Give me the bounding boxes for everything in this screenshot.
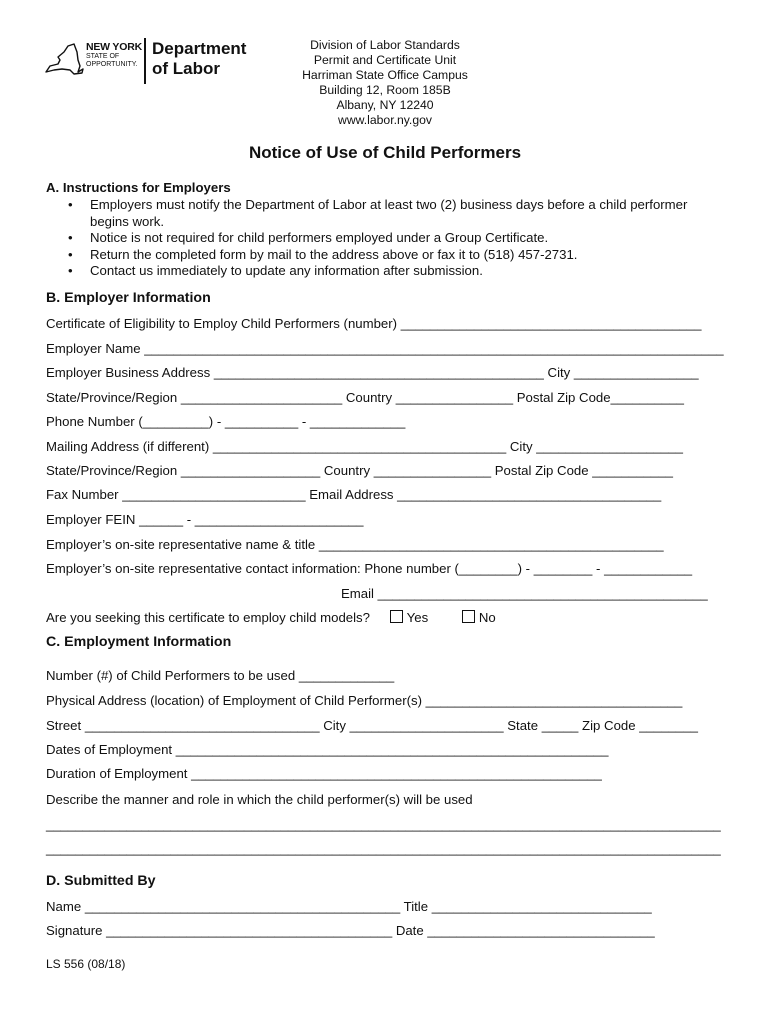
instruction-item: • Return the completed form by mail to the address above or fax it to (518) 457-2731.	[68, 247, 728, 264]
physical-address-field[interactable]: Physical Address (location) of Employment of Child Performer(s) ___________________________________	[46, 693, 683, 708]
mailing-region-field[interactable]: State/Province/Region ___________________ Country ________________ Postal Zip Code ___________	[46, 463, 673, 478]
no-label: No	[478, 610, 496, 625]
instructions-list	[68, 197, 728, 280]
signature-date-field[interactable]: Signature _______________________________________ Date _______________________________	[46, 923, 655, 938]
duration-of-employment-field[interactable]: Duration of Employment ________________________________________________________	[46, 766, 602, 781]
address-line: Permit and Certificate Unit	[313, 53, 457, 67]
representative-phone-field[interactable]: Employer’s on-site representative contact information: Phone number (________) - ________ - ____________	[46, 561, 693, 576]
address-line: Division of Labor Standards	[310, 38, 460, 52]
number-of-performers-field[interactable]: Number (#) of Child Performers to be used _____________	[46, 668, 395, 683]
representative-email-field[interactable]: Email _____________________________________________	[341, 586, 708, 601]
address-line: Albany, NY 12240	[336, 98, 434, 112]
new-york-state-map-icon	[44, 42, 84, 76]
submitter-name-title-field[interactable]: Name ___________________________________________ Title ______________________________	[46, 899, 652, 914]
business-region-field[interactable]: State/Province/Region ______________________ Country ________________ Postal Zip Code__________	[46, 390, 684, 405]
logo-divider	[144, 38, 146, 84]
child-models-question-text: Are you seeking this certificate to employ child models?	[46, 610, 370, 625]
instruction-item: • Notice is not required for child performers employed under a Group Certificate.	[68, 230, 728, 247]
phone-number-field[interactable]: Phone Number (_________) - __________ - _____________	[46, 414, 406, 429]
logo-department-of-labor: Department of Labor	[152, 39, 247, 78]
section-a-heading: A. Instructions for Employers	[46, 180, 231, 195]
logo-state-of-opportunity-text: STATE OF OPPORTUNITY.	[86, 53, 138, 68]
logo-new-york-text: NEW YORK	[86, 41, 142, 53]
no-checkbox[interactable]	[462, 610, 475, 623]
business-address-field[interactable]: Employer Business Address _____________________________________________ City _________________	[46, 365, 699, 380]
fax-email-field[interactable]: Fax Number _________________________ Email Address ____________________________________	[46, 487, 662, 502]
address-website: www.labor.ny.gov	[338, 113, 432, 127]
instruction-item: • Employers must notify the Department of Labor at least two (2) business days before a child performer begins work.	[68, 197, 728, 230]
dates-of-employment-field[interactable]: Dates of Employment ___________________________________________________________	[46, 742, 609, 757]
section-c-heading: C. Employment Information	[46, 634, 232, 650]
address-line: Building 12, Room 185B	[319, 83, 451, 97]
employer-name-field[interactable]: Employer Name _______________________________________________________________________________	[46, 341, 724, 356]
yes-label: Yes	[406, 610, 429, 625]
form-title: Notice of Use of Child Performers	[248, 143, 522, 162]
role-description-label: Describe the manner and role in which the child performer(s) will be used	[46, 792, 473, 807]
nys-dol-logo	[44, 38, 254, 88]
representative-name-field[interactable]: Employer’s on-site representative name & title _______________________________________________	[46, 537, 664, 552]
employer-fein-field[interactable]: Employer FEIN ______ - _______________________	[46, 512, 364, 527]
role-description-line[interactable]: ____________________________________________________________________________________________	[46, 817, 721, 832]
yes-checkbox[interactable]	[390, 610, 403, 623]
child-models-question	[46, 609, 496, 627]
section-b-heading: B. Employer Information	[46, 290, 211, 306]
certificate-number-field[interactable]: Certificate of Eligibility to Employ Child Performers (number) _________________________________________	[46, 316, 702, 331]
agency-address-block	[285, 38, 485, 128]
form-number: LS 556 (08/18)	[46, 957, 126, 971]
address-line: Harriman State Office Campus	[302, 68, 468, 82]
street-city-state-zip-field[interactable]: Street ________________________________ City _____________________ State _____ Zip Code ________	[46, 718, 698, 733]
mailing-address-field[interactable]: Mailing Address (if different) ________________________________________ City ____________________	[46, 439, 683, 454]
role-description-line[interactable]: ____________________________________________________________________________________________	[46, 841, 721, 856]
section-d-heading: D. Submitted By	[46, 873, 156, 889]
instruction-item: • Contact us immediately to update any information after submission.	[68, 263, 728, 280]
